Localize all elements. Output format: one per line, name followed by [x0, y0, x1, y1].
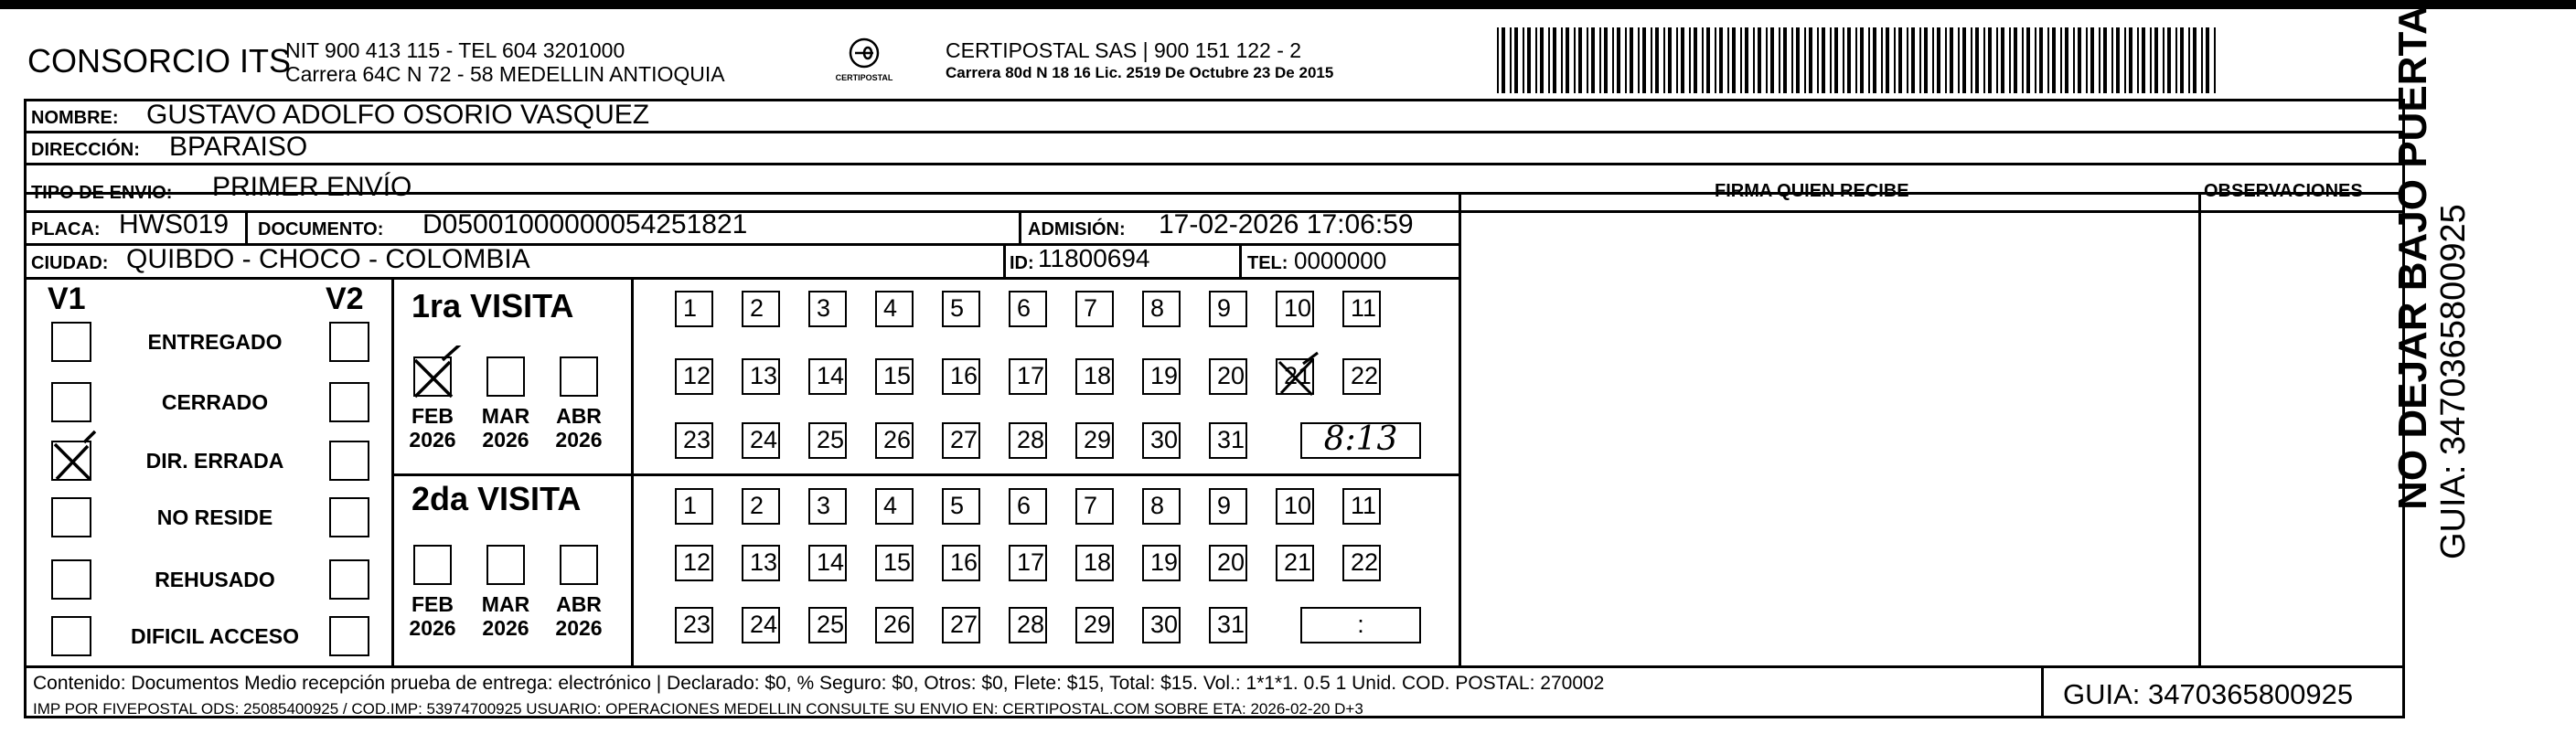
first-visit-month-name: ABR	[556, 404, 602, 428]
second-visit-day[interactable]: 8	[1142, 488, 1181, 525]
barcode-bar	[1770, 27, 1774, 93]
barcode-bar	[1834, 27, 1838, 93]
barcode-bar	[1983, 27, 1985, 93]
id-value: 11800694	[1038, 244, 1150, 272]
company-name: CONSORCIO ITS	[27, 42, 292, 80]
first-visit-day[interactable]: 10	[1276, 291, 1314, 327]
barcode-bar	[1791, 27, 1793, 93]
barcode-bar	[1617, 27, 1620, 93]
barcode-bar	[1566, 27, 1569, 93]
v2-checkbox[interactable]	[329, 559, 369, 600]
barcode-bar	[2039, 27, 2043, 93]
first-visit-day[interactable]: 9	[1209, 291, 1247, 327]
first-visit-day[interactable]: 13	[742, 358, 780, 395]
barcode-bar	[2180, 27, 2184, 93]
certipostal-address: Carrera 80d N 18 16 Lic. 2519 De Octubre 23 De 2015	[946, 64, 1334, 81]
barcode-bar	[1676, 27, 1678, 93]
barcode-bar	[1886, 27, 1889, 93]
second-visit-day[interactable]: 25	[808, 607, 847, 643]
barcode-bar	[1535, 27, 1537, 93]
first-visit-day[interactable]: 6	[1009, 291, 1047, 327]
status-label: CERRADO	[161, 390, 269, 414]
id-label: ID:	[1010, 253, 1034, 273]
second-visit-day[interactable]: 20	[1209, 545, 1247, 581]
second-visit-day[interactable]: 24	[742, 607, 780, 643]
barcode-bar	[1830, 27, 1832, 93]
second-visit-day[interactable]: 11	[1342, 488, 1381, 525]
first-visit-day[interactable]: 27	[942, 422, 980, 459]
barcode-bar	[1719, 27, 1723, 93]
barcode-bar	[1868, 27, 1870, 93]
placa-value: HWS019	[119, 209, 230, 239]
barcode-bar	[1510, 27, 1512, 93]
barcode-bar	[1779, 27, 1780, 93]
status-label: REHUSADO	[155, 568, 275, 591]
barcode-bar	[1911, 27, 1915, 93]
first-visit-day[interactable]: 23	[675, 422, 713, 459]
v2-label: V2	[326, 282, 364, 316]
barcode-bar	[1702, 27, 1704, 93]
second-visit-day[interactable]: 21	[1276, 545, 1314, 581]
barcode-bar	[2014, 27, 2017, 93]
first-visit-day[interactable]: 4	[875, 291, 914, 327]
tipo-envio-label: TIPO DE ENVIO:	[31, 183, 173, 203]
tipo-envio-value: PRIMER ENVÍO	[212, 172, 412, 202]
second-visit-day[interactable]: 26	[875, 607, 914, 643]
barcode-bar	[1766, 27, 1768, 93]
first-visit-day[interactable]: 1	[675, 291, 713, 327]
second-visit-month-checkbox[interactable]	[486, 545, 525, 585]
first-visit-month-checkbox[interactable]	[560, 356, 598, 397]
second-visit-day[interactable]: 12	[675, 545, 713, 581]
second-visit-day[interactable]: 19	[1142, 545, 1181, 581]
barcode-bar	[2060, 27, 2062, 93]
first-visit-day[interactable]: 12	[675, 358, 713, 395]
barcode-bar	[1822, 27, 1825, 93]
barcode-bar	[2193, 27, 2197, 93]
barcode-bar	[1881, 27, 1883, 93]
first-visit-day[interactable]: 25	[808, 422, 847, 459]
second-visit-month-name: FEB	[412, 592, 454, 616]
nombre-label: NOMBRE:	[31, 108, 119, 128]
first-visit-day[interactable]: 18	[1075, 358, 1114, 395]
barcode-bar	[1945, 27, 1947, 93]
tel-label: TEL:	[1247, 253, 1288, 273]
second-visit-day[interactable]: 6	[1009, 488, 1047, 525]
firma-label: FIRMA QUIEN RECIBE	[1715, 181, 1909, 201]
second-visit-day[interactable]: 13	[742, 545, 780, 581]
barcode-bar	[1975, 27, 1979, 93]
first-visit-day[interactable]: 28	[1009, 422, 1047, 459]
barcode-bar	[1578, 27, 1582, 93]
status-label: NO RESIDE	[156, 505, 273, 529]
certipostal-logo	[828, 35, 901, 88]
tel-value: 0000000	[1294, 247, 1387, 274]
barcode-bar	[2090, 27, 2094, 93]
direccion-label: DIRECCIÓN:	[31, 140, 140, 160]
barcode-bar	[1523, 27, 1524, 93]
barcode-bar	[2175, 27, 2177, 93]
barcode-bar	[1706, 27, 1710, 93]
v1-checkbox[interactable]	[51, 616, 91, 656]
second-visit-day[interactable]: 10	[1276, 488, 1314, 525]
second-visit-day[interactable]: 18	[1075, 545, 1114, 581]
barcode-bar	[2078, 27, 2081, 93]
barcode-bar	[1962, 27, 1966, 93]
first-visit-month-name: MAR	[481, 404, 530, 428]
barcode-bar	[1796, 27, 1800, 93]
first-visit-day[interactable]: 2	[742, 291, 780, 327]
barcode-bar	[1655, 27, 1659, 93]
documento-value: D05001000000054251821	[422, 209, 748, 239]
barcode-bar	[1663, 27, 1665, 93]
barcode-bar	[1694, 27, 1697, 93]
barcode-bar	[1988, 27, 1992, 93]
barcode-bar	[2214, 27, 2216, 93]
barcode-bar	[1894, 27, 1896, 93]
barcode-bar	[1937, 27, 1940, 93]
first-visit-month-name: FEB	[412, 404, 454, 428]
barcode-bar	[1971, 27, 1972, 93]
barcode-bar	[1514, 27, 1518, 93]
barcode-bar	[1625, 27, 1627, 93]
first-visit-day[interactable]: 22	[1342, 358, 1381, 395]
barcode-bar	[1599, 27, 1601, 93]
first-visit-month-year: 2026	[409, 428, 456, 452]
certipostal-line: CERTIPOSTAL SAS | 900 151 122 - 2	[946, 38, 1302, 62]
barcode-bar	[2167, 27, 2171, 93]
first-visit-day[interactable]: 31	[1209, 422, 1247, 459]
first-visit-day[interactable]: 19	[1142, 358, 1181, 395]
barcode-bar	[2137, 27, 2139, 93]
barcode-bar	[1753, 27, 1755, 93]
barcode-bar	[1745, 27, 1748, 93]
barcode-bar	[1727, 27, 1729, 93]
first-visit-day[interactable]: 3	[808, 291, 847, 327]
barcode-bar	[1502, 27, 1505, 93]
first-visit-day[interactable]: 24	[742, 422, 780, 459]
barcode-bar	[2026, 27, 2030, 93]
admision-label: ADMISIÓN:	[1028, 219, 1126, 239]
barcode-bar	[1860, 27, 1864, 93]
barcode-bar	[1591, 27, 1595, 93]
signature-field[interactable]	[1463, 215, 2195, 663]
first-visit-day[interactable]: 21	[1276, 358, 1314, 395]
second-visit-time-field[interactable]: :	[1300, 607, 1421, 643]
first-visit-day[interactable]: 20	[1209, 358, 1247, 395]
second-visit-day[interactable]: 28	[1009, 607, 1047, 643]
v2-checkbox[interactable]	[329, 441, 369, 481]
first-visit-day[interactable]: 26	[875, 422, 914, 459]
barcode-bar	[1715, 27, 1716, 93]
second-visit-day[interactable]: 4	[875, 488, 914, 525]
side-guia: GUIA: 3470365800925	[2434, 204, 2473, 559]
barcode-bar	[1497, 27, 1499, 93]
first-visit-day[interactable]: 15	[875, 358, 914, 395]
first-visit-month-year: 2026	[482, 428, 529, 452]
status-label: DIFICIL ACCESO	[130, 624, 299, 648]
second-visit-day[interactable]: 22	[1342, 545, 1381, 581]
second-visit-label: 2da VISITA	[412, 480, 582, 517]
footer-imp: IMP POR FIVEPOSTAL ODS: 25085400925 / COD.IMP: 53974700925 USUARIO: OPERACIONES MEDELLIN CONSULTE SU ENVIO EN: CERTIPOSTAL.COM SOBRE ETA: 2026-02-20 D+3	[33, 700, 1363, 718]
barcode-bar	[1783, 27, 1787, 93]
no-dejar-bajo-puerta: NO DEJAR BAJO PUERTA	[2390, 5, 2435, 510]
barcode-bar	[1574, 27, 1576, 93]
barcode-bar	[1638, 27, 1640, 93]
v2-checkbox[interactable]	[329, 322, 369, 362]
check-mark-icon	[412, 346, 466, 400]
barcode-bar	[1668, 27, 1672, 93]
second-visit-month-year: 2026	[409, 616, 456, 640]
logo-text: CERTIPOSTAL	[835, 73, 893, 82]
second-visit-month-year: 2026	[482, 616, 529, 640]
second-visit-month-name: ABR	[556, 592, 602, 616]
placa-label: PLACA:	[31, 219, 101, 239]
barcode-bar	[1553, 27, 1556, 93]
second-visit-day[interactable]: 27	[942, 607, 980, 643]
barcode-bar	[1873, 27, 1876, 93]
barcode-bar	[2206, 27, 2209, 93]
second-visit-day[interactable]: 15	[875, 545, 914, 581]
footer-contenido: Contenido: Documentos Medio recepción prueba de entrega: electrónico | Declarado: $0, % Seguro: $0, Otros: $0, Flete: $15, Total: $15. Vol.: 1*1*1. 0.5 1 Unid. COD. POSTAL: 270002	[33, 673, 1605, 694]
v1-label: V1	[48, 282, 86, 316]
check-mark-icon	[49, 430, 104, 484]
barcode-bar	[1932, 27, 1934, 93]
barcode-bar	[1604, 27, 1608, 93]
second-visit-day[interactable]: 16	[942, 545, 980, 581]
barcode-bar	[2065, 27, 2068, 93]
barcode-bar	[2150, 27, 2152, 93]
second-visit-month-year: 2026	[555, 616, 603, 640]
first-visit-day[interactable]: 16	[942, 358, 980, 395]
second-visit-day[interactable]: 3	[808, 488, 847, 525]
first-visit-day[interactable]: 17	[1009, 358, 1047, 395]
second-visit-day[interactable]: 30	[1142, 607, 1181, 643]
second-visit-day[interactable]: 23	[675, 607, 713, 643]
barcode-bar	[2111, 27, 2113, 93]
barcode-bar	[2103, 27, 2107, 93]
barcode-bar	[1612, 27, 1614, 93]
barcode	[1495, 27, 2227, 93]
first-visit-month-checkbox[interactable]	[413, 356, 452, 397]
second-visit-day[interactable]: 7	[1075, 488, 1114, 525]
second-visit-day[interactable]: 9	[1209, 488, 1247, 525]
barcode-bar	[1843, 27, 1844, 93]
barcode-bar	[2022, 27, 2024, 93]
status-label: ENTREGADO	[147, 330, 283, 354]
first-visit-day[interactable]: 30	[1142, 422, 1181, 459]
barcode-bar	[1898, 27, 1902, 93]
barcode-bar	[1540, 27, 1544, 93]
v1-checkbox[interactable]	[51, 497, 91, 537]
barcode-bar	[2163, 27, 2164, 93]
admision-value: 17-02-2026 17:06:59	[1159, 209, 1414, 239]
barcode-bar	[1804, 27, 1806, 93]
barcode-bar	[1587, 27, 1588, 93]
first-visit-day[interactable]: 7	[1075, 291, 1114, 327]
direccion-value: BPARAISO	[169, 132, 308, 162]
barcode-bar	[1817, 27, 1819, 93]
first-visit-label: 1ra VISITA	[412, 287, 574, 324]
ciudad-value: QUIBDO - CHOCO - COLOMBIA	[126, 244, 530, 274]
second-visit-day[interactable]: 2	[742, 488, 780, 525]
barcode-bar	[1996, 27, 1998, 93]
barcode-bar	[1919, 27, 1921, 93]
barcode-bar	[2052, 27, 2056, 93]
barcode-bar	[2154, 27, 2158, 93]
barcode-bar	[1740, 27, 1742, 93]
barcode-bar	[1950, 27, 1953, 93]
first-visit-time-field[interactable]: 8:13	[1300, 422, 1421, 459]
barcode-bar	[1527, 27, 1531, 93]
first-visit-month-year: 2026	[555, 428, 603, 452]
v1-checkbox[interactable]	[51, 322, 91, 362]
barcode-bar	[2086, 27, 2088, 93]
second-visit-month-name: MAR	[481, 592, 530, 616]
barcode-bar	[1561, 27, 1563, 93]
barcode-bar	[2099, 27, 2100, 93]
first-visit-day[interactable]: 29	[1075, 422, 1114, 459]
first-visit-day[interactable]: 14	[808, 358, 847, 395]
second-visit-day[interactable]: 14	[808, 545, 847, 581]
second-visit-day[interactable]: 17	[1009, 545, 1047, 581]
observaciones-field[interactable]	[2203, 215, 2402, 663]
barcode-bar	[1809, 27, 1812, 93]
first-visit-month-checkbox[interactable]	[486, 356, 525, 397]
barcode-bar	[2047, 27, 2049, 93]
barcode-bar	[2009, 27, 2011, 93]
barcode-bar	[2188, 27, 2190, 93]
barcode-bar	[1642, 27, 1646, 93]
barcode-bar	[2001, 27, 2004, 93]
barcode-graphic	[1495, 27, 2227, 93]
company-address: Carrera 64C N 72 - 58 MEDELLIN ANTIOQUIA	[285, 62, 725, 86]
v2-checkbox[interactable]	[329, 382, 369, 422]
barcode-bar	[2035, 27, 2036, 93]
v1-checkbox[interactable]	[51, 441, 91, 481]
barcode-bar	[1924, 27, 1928, 93]
barcode-bar	[1630, 27, 1633, 93]
first-visit-day[interactable]: 8	[1142, 291, 1181, 327]
v1-checkbox[interactable]	[51, 559, 91, 600]
second-visit-day[interactable]: 29	[1075, 607, 1114, 643]
first-visit-day[interactable]: 11	[1342, 291, 1381, 327]
barcode-bar	[2142, 27, 2145, 93]
documento-label: DOCUMENTO:	[258, 219, 384, 239]
barcode-bar	[1907, 27, 1908, 93]
barcode-bar	[1651, 27, 1652, 93]
ciudad-label: CIUDAD:	[31, 253, 109, 273]
footer-guia: GUIA: 3470365800925	[2063, 678, 2354, 710]
barcode-bar	[1847, 27, 1851, 93]
v1-checkbox[interactable]	[51, 382, 91, 422]
barcode-bar	[1548, 27, 1550, 93]
barcode-bar	[2116, 27, 2120, 93]
status-label: DIR. ERRADA	[145, 449, 284, 473]
barcode-bar	[1681, 27, 1684, 93]
barcode-bar	[2201, 27, 2203, 93]
barcode-bar	[1758, 27, 1761, 93]
barcode-bar	[2129, 27, 2132, 93]
observaciones-label: OBSERVACIONES	[2204, 181, 2363, 201]
barcode-bar	[1958, 27, 1960, 93]
nit-line: NIT 900 413 115 - TEL 604 3201000	[285, 38, 625, 62]
v2-checkbox[interactable]	[329, 497, 369, 537]
second-visit-month-checkbox[interactable]	[413, 545, 452, 585]
barcode-bar	[2124, 27, 2126, 93]
barcode-bar	[1732, 27, 1736, 93]
barcode-bar	[1855, 27, 1857, 93]
barcode-bar	[1689, 27, 1691, 93]
barcode-bar	[2073, 27, 2075, 93]
second-visit-month-checkbox[interactable]	[560, 545, 598, 585]
first-visit-day[interactable]: 5	[942, 291, 980, 327]
nombre-value: GUSTAVO ADOLFO OSORIO VASQUEZ	[146, 100, 650, 130]
second-visit-day[interactable]: 31	[1209, 607, 1247, 643]
second-visit-day[interactable]: 5	[942, 488, 980, 525]
second-visit-day[interactable]: 1	[675, 488, 713, 525]
v2-checkbox[interactable]	[329, 616, 369, 656]
